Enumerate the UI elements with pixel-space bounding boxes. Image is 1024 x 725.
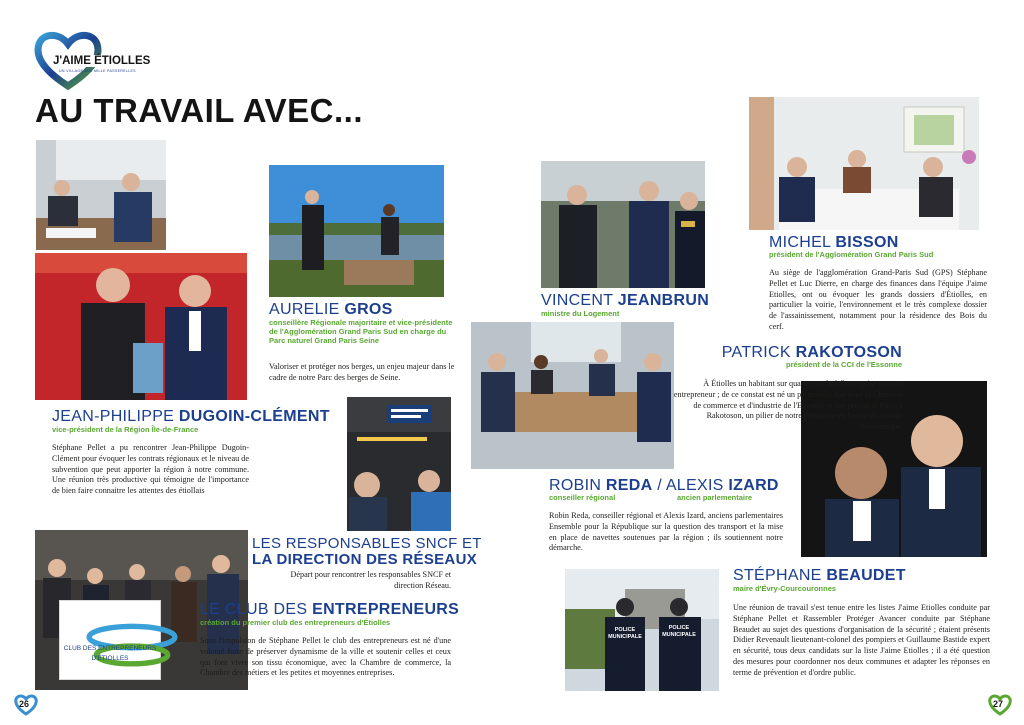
photo-bisson — [749, 97, 979, 230]
reda-text: Robin Reda, conseiller régional et Alexis Izard, anciens parlementaires Ensemble pour la République sur la question des transport et la mise en place de navettes soutenues par la région ; ils soutiennent notre démarche. — [549, 511, 783, 553]
beaudet-text: Une réunion de travail s'est tenue entre les listes J'aime Etiolles conduite par Stéphane Pellet et Rassembler Protéger Avancer conduite par Stéphane Beaudet au sujet des questions d'organisation de la sécurité ; étaient présents Didier Revenault lieutenant-colonel des pompiers et Guillaume Bastide expert en sécurité, tous deux candidats sur la liste J'aime Etiolles ; il a été question des mesures pour coordonner nos deux communes et adapter les réponses en terme de prévention et d'ordre public. — [733, 603, 990, 677]
sncf-text: Départ pour rencontrer les responsables SNCF et direction Réseau. — [290, 570, 451, 590]
reda-role-1: conseiller régional — [549, 493, 616, 502]
photo-dugoin-office — [36, 140, 166, 250]
beaudet-role: maire d'Évry-Courcouronnes — [733, 584, 837, 593]
police-badge-1: POLICE MUNICIPALE — [608, 627, 642, 640]
logo — [33, 30, 163, 90]
reda-name: ROBIN REDA / ALEXIS IZARD — [549, 477, 779, 494]
page-title: AU TRAVAIL AVEC... — [35, 92, 364, 129]
dugoin-name: JEAN-PHILIPPE DUGOIN-CLÉMENT — [52, 408, 330, 425]
photo-dugoin-red — [35, 253, 247, 400]
page-badge-left — [14, 694, 38, 716]
bisson-role: président de l'Agglomération Grand Paris Sud — [769, 250, 934, 259]
page-number-left: 26 — [19, 699, 30, 709]
photo-berges — [269, 165, 444, 297]
club-role: création du premier club des entrepreneurs d'Étiolles — [200, 618, 391, 627]
sncf-title-2: LA DIRECTION DES RÉSEAUX — [252, 551, 477, 568]
beaudet-name: STÉPHANE BEAUDET — [733, 567, 906, 584]
gros-name: AURELIE GROS — [269, 301, 393, 318]
page-badge-right — [988, 694, 1012, 716]
reda-role-2: ancien parlementaire — [677, 493, 753, 502]
gros-text: Valoriser et protéger nos berges, un enjeu majeur dans le cadre de notre Parc des berges de Seine. — [269, 362, 455, 382]
police-badge-2: POLICE MUNICIPALE — [662, 625, 696, 638]
photo-jeanbrun — [541, 161, 705, 288]
jeanbrun-name: VINCENT JEANBRUN — [541, 292, 710, 309]
bisson-name: MICHEL BISSON — [769, 234, 899, 251]
photo-reda — [471, 322, 674, 469]
photo-sncf — [347, 397, 451, 531]
rakotoson-role: président de la CCI de l'Essonne — [786, 360, 902, 369]
page-number-right: 27 — [993, 699, 1004, 709]
club-sign-line1: CLUB DES ENTREPRENEURS — [63, 645, 157, 652]
dugoin-text: Stéphane Pellet a pu rencontrer Jean-Philippe Dugoin-Clément pour évoquer les contrats régionaux et le niveau de subvention que peut apporter la région à notre commune. Une réunion très productive qui témoigne de l'importance de bien faire connaitre les attentes des étiollais — [52, 443, 249, 496]
rakotoson-name: PATRICK RAKOTOSON — [721, 344, 902, 361]
sncf-title-1: LES RESPONSABLES SNCF ET — [252, 535, 482, 552]
club-name: LE CLUB DES ENTREPRENEURS — [200, 601, 460, 618]
gros-role: conseillère Régionale majoritaire et vice-présidente de l'Agglomération Grand Paris Sud en charge du Parc naturel Grand Paris Seine — [269, 318, 453, 345]
bisson-text: Au siège de l'agglomération Grand-Paris Sud (GPS) Stéphane Pellet et Luc Dierre, en charge des finances dans l'équipe J'aime Etiolles, ont ou évoquer les grands dossiers d'Étiolles, en particulier la voirie, l'environnement et le très complexe dossier de l'assainissement, notamment pour la résidence des Bois du cerf. — [769, 268, 987, 331]
dugoin-role: vice-président de la Région Île-de-France — [52, 425, 199, 434]
logo-tagline: UN VILLAGE AUX MILLE PASSERELLES — [59, 69, 136, 73]
club-sign — [59, 600, 161, 680]
club-sign-line2: D'ÉTIOLLES — [91, 655, 129, 662]
jeanbrun-role: ministre du Logement — [541, 309, 620, 318]
logo-text: J'AIME ÉTIOLLES — [53, 55, 151, 67]
photo-beaudet — [565, 569, 719, 691]
club-text: Sous l'impulsion de Stéphane Pellet le club des entrepreneurs est né d'une volonté forte de préserver dynamisme de la ville et soutenir celles et ceux qui font vivre son tissu économique, avec la Chambre de commerce, la Chambre des métiers et les petites et moyennes entreprises. — [200, 636, 451, 678]
rakotoson-text: À Étiolles un habitant sur quatre est chef d'entreprise ou auto entrepreneur ; de ce constat est né un partenariat fort avec la Chambre de commerce et d'industrie de l'Essonne et son président Patrick Rakotoson, un pilier de notre démarche en faveur du monde économique. — [673, 379, 903, 432]
